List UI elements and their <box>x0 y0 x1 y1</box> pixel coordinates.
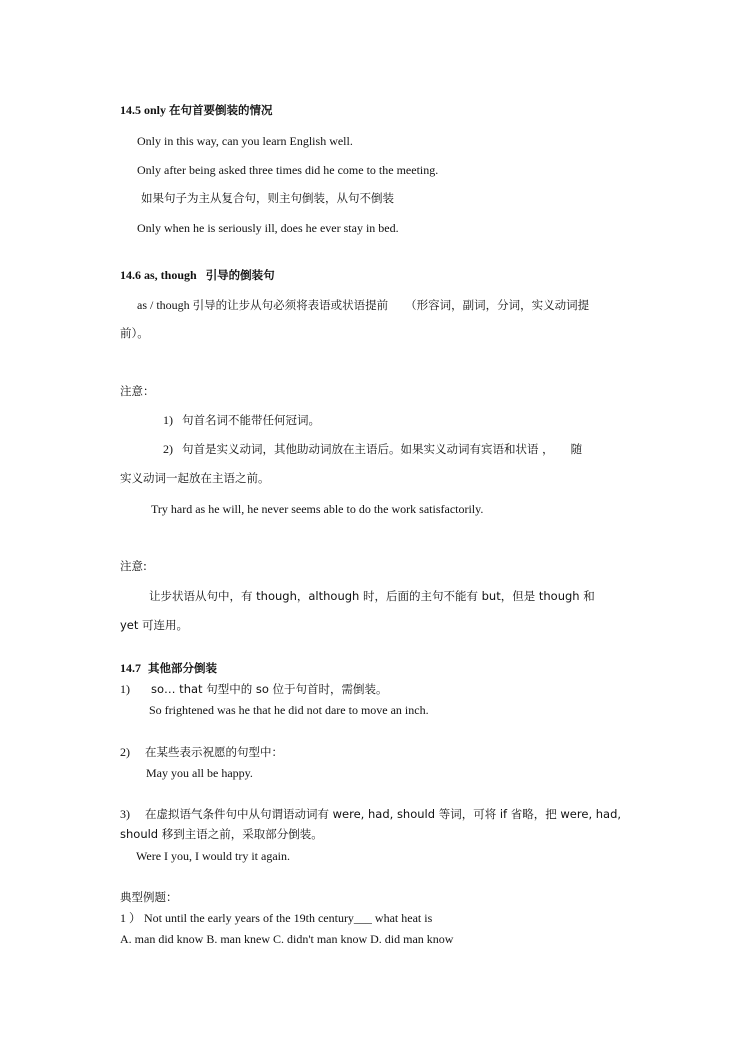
note-text-cont: yet 可连用。 <box>120 618 189 632</box>
list-text-cont: 实义动词一起放在主语之前。 <box>120 471 270 485</box>
example-line: Try hard as he will, he never seems able to do the work satisfactorily. <box>151 502 484 516</box>
heading-number: 14.6 as, though <box>120 268 197 282</box>
list-text: 在某些表示祝愿的句型中： <box>145 745 283 759</box>
question-line: 1 ） Not until the early years of the 19th century___ what heat is <box>120 911 433 925</box>
note-text: 让步状语从句中，有 though，although 时，后面的主句不能有 but，但是 though 和 <box>149 589 595 603</box>
answer-options: A. man did know B. man knew C. didn't man know D. did man know <box>120 932 454 946</box>
paragraph-en: as / though <box>137 298 190 312</box>
list-number: 2) <box>120 745 130 759</box>
section-heading-14-7 <box>120 660 217 676</box>
heading-title: 引导的倒装句 <box>205 268 275 282</box>
list-item <box>163 441 582 457</box>
list-text: 句首名词不能带任何冠词。 <box>182 413 320 427</box>
heading-title: 其他部分倒装 <box>148 661 217 675</box>
list-item <box>120 681 388 697</box>
list-number: 2) <box>163 442 173 456</box>
example-line: Only after being asked three times did he come to the meeting. <box>137 163 439 177</box>
paragraph-tail: （形容词，副词，分词，实义动词提 <box>405 298 590 312</box>
paragraph-cont: 前）。 <box>120 326 149 340</box>
section-heading-14-5 <box>120 102 273 118</box>
paragraph-line <box>137 297 589 313</box>
list-text: 句首是实义动词，其他助动词放在主语后。如果实义动词有宾语和状语 ， <box>182 442 554 456</box>
example-line: So frightened was he that he did not dare to move an inch. <box>149 703 429 717</box>
list-item <box>163 412 320 428</box>
list-text: so… that 句型中的 so 位于句首时，需倒装。 <box>151 682 388 696</box>
note-title: 注意： <box>120 384 155 398</box>
list-number: 3) <box>120 807 130 821</box>
note-line: 如果句子为主从复合句，则主句倒装，从句不倒装 <box>141 191 394 205</box>
example-line: May you all be happy. <box>146 766 253 780</box>
list-number: 1) <box>120 682 130 696</box>
list-item <box>120 806 621 822</box>
list-item <box>120 744 283 760</box>
section-heading-14-6 <box>120 267 275 283</box>
list-text-cont: should 移到主语之前，采取部分倒装。 <box>120 827 323 841</box>
heading-number: 14.5 only <box>120 103 167 117</box>
list-text-tail: 随 <box>570 442 583 456</box>
note-title: 注意: <box>120 559 147 573</box>
paragraph-cn: 引导的让步从句必须将表语或状语提前 <box>192 298 389 312</box>
example-line: Only when he is seriously ill, does he ever stay in bed. <box>137 221 399 235</box>
heading-number: 14.7 <box>120 661 141 675</box>
examples-title: 典型例题： <box>120 890 178 904</box>
example-line: Were I you, I would try it again. <box>136 849 290 863</box>
list-number: 1) <box>163 413 173 427</box>
list-text: 在虚拟语气条件句中从句谓语动词有 were, had, should 等词，可将 if 省略，把 were, had, <box>145 807 622 821</box>
example-line: Only in this way, can you learn English well. <box>137 134 353 148</box>
heading-title: 在句首要倒装的情况 <box>169 103 273 117</box>
